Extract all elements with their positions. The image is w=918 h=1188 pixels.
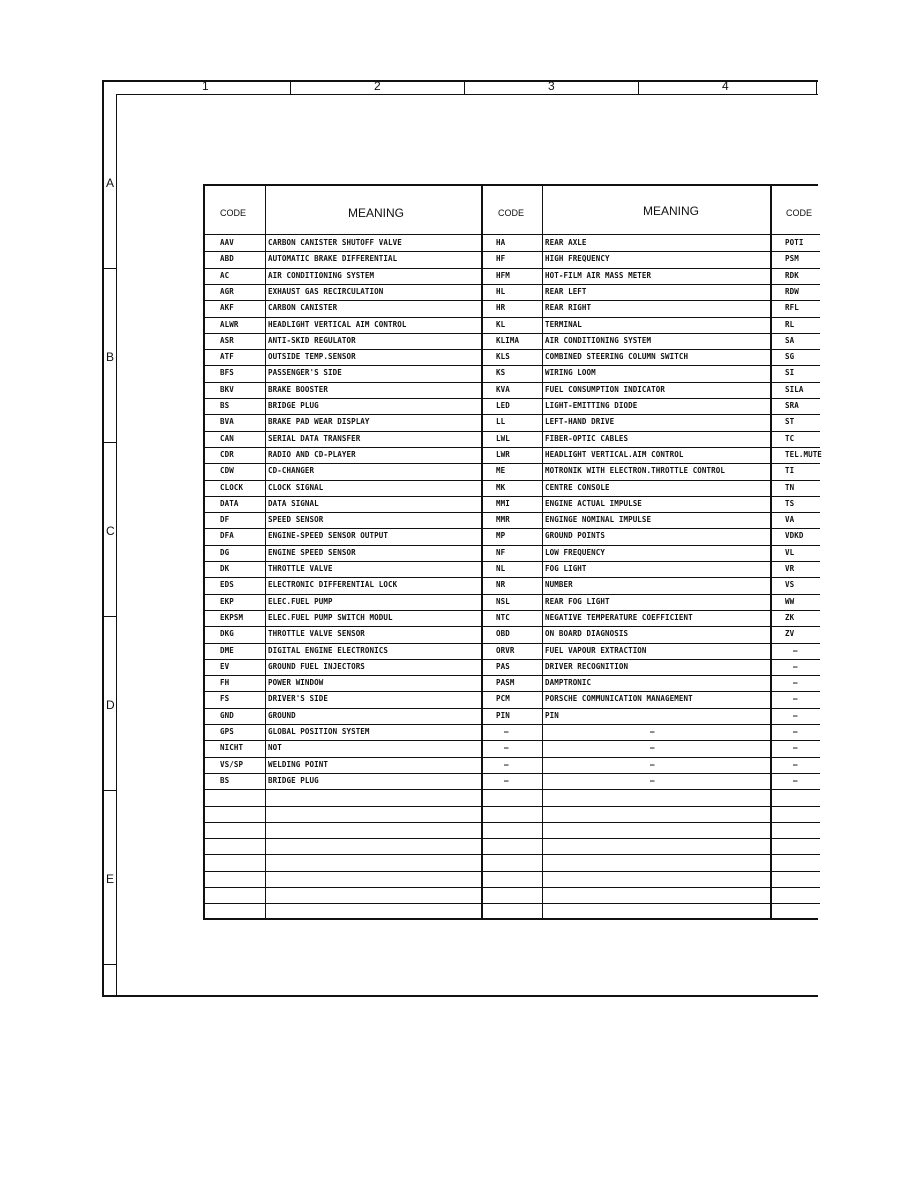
code-cell: HFM [496,270,510,280]
meaning-cell: GROUND FUEL INJECTORS [268,661,365,671]
code-cell: DME [220,645,234,655]
code-cell: SG [785,352,795,362]
code-cell: LED [496,401,510,410]
code-cell: — [793,678,798,688]
code-cell: AGR [220,286,234,296]
code-cell [785,838,830,854]
code-cell: PSM [785,254,799,264]
meaning-cell: GLOBAL POSITION SYSTEM [268,727,370,736]
code-cell: TN [785,482,795,492]
code-cell: — [793,694,798,704]
code-cell [496,903,552,919]
meaning-cell [545,789,781,805]
code-cell: PIN [496,710,510,720]
meaning-cell: LIGHT-EMITTING DIODE [545,401,638,410]
code-cell: SILA [785,384,804,394]
meaning-cell: BRAKE PAD WEAR DISPLAY [268,417,370,427]
code-cell: EKPSM [220,612,244,622]
meaning-cell: NEGATIVE TEMPERATURE COEFFICIENT [545,612,693,622]
code-cell: VDKD [785,531,804,541]
frame-top-border [102,80,818,82]
meaning-cell: CENTRE CONSOLE [545,482,610,492]
code-cell: ALWR [220,319,239,329]
zone-row-label: B [106,350,115,364]
meaning-cell: — [650,759,655,769]
zone-column-label: 3 [548,79,555,93]
code-cell: AC [220,270,230,280]
meaning-cell: DRIVER'S SIDE [268,694,328,704]
frame-bottom-border [102,995,818,997]
meaning-cell: COMBINED STEERING COLUMN SWITCH [545,352,689,362]
header-meaning-2: MEANING [643,204,700,218]
code-cell: EV [220,661,230,671]
meaning-cell: HOT-FILM AIR MASS METER [545,270,652,280]
meaning-cell: ENGINE-SPEED SENSOR OUTPUT [268,531,388,541]
zone-row-label: C [106,524,115,538]
code-cell: WW [785,596,795,606]
code-cell: ASR [220,335,234,345]
zone-tick [290,80,291,94]
meaning-cell: GROUND [268,710,296,720]
code-cell: CLOCK [220,482,244,492]
meaning-cell: THROTTLE VALVE SENSOR [268,629,365,639]
meaning-cell [268,871,492,887]
code-cell: AKF [220,303,234,313]
code-cell [496,789,552,805]
code-cell [785,903,830,919]
zone-column-label: 1 [202,79,209,93]
meaning-cell: NUMBER [545,580,573,590]
code-cell: KLS [496,352,510,362]
code-cell: GND [220,710,234,720]
code-cell: DG [220,547,230,557]
code-cell [220,838,275,854]
code-cell: — [793,775,798,785]
meaning-cell: ENGINGE NOMINAL IMPULSE [545,515,652,525]
meaning-cell: FOG LIGHT [545,564,587,573]
code-cell: MMR [496,515,510,525]
meaning-cell: LOW FREQUENCY [545,547,605,557]
meaning-cell: AIR CONDITIONING SYSTEM [268,270,375,280]
zone-tick [102,964,116,965]
meaning-cell: BRIDGE PLUG [268,775,319,785]
code-cell: BVA [220,417,234,427]
code-cell: — [793,743,798,753]
code-cell: DFA [220,531,234,541]
code-cell: RL [785,319,795,329]
zone-column-label: 4 [722,79,729,93]
code-cell: NSL [496,596,510,606]
meaning-cell: REAR LEFT [545,286,587,296]
code-cell: LWL [496,433,510,443]
meaning-cell: DIGITAL ENGINE ELECTRONICS [268,645,388,655]
code-cell: DF [220,515,230,525]
frame-inner-left-border [116,94,117,997]
code-cell: SRA [785,401,799,410]
code-cell: ZK [785,612,795,622]
code-cell: NICHT [220,743,244,753]
meaning-cell: RADIO AND CD-PLAYER [268,449,356,459]
code-cell: ME [496,466,506,476]
code-cell [785,854,830,870]
meaning-cell: ELEC.FUEL PUMP SWITCH MODUL [268,612,393,622]
meaning-cell: REAR FOG LIGHT [545,596,610,606]
code-cell: MMI [496,498,510,508]
code-cell: BS [220,775,230,785]
code-cell [496,887,552,903]
frame-left-border [102,80,104,997]
code-cell: NL [496,564,506,573]
zone-tick [638,80,639,94]
code-cell: — [504,775,509,785]
code-cell: BKV [220,384,234,394]
meaning-cell: BRAKE BOOSTER [268,384,328,394]
code-cell: NF [496,547,506,557]
code-cell: KVA [496,384,510,394]
code-cell: CDR [220,449,234,459]
code-cell [785,806,830,822]
meaning-cell: TERMINAL [545,319,582,329]
code-cell: ORVR [496,645,515,655]
code-cell: EKP [220,596,234,606]
meaning-cell: WELDING POINT [268,759,328,769]
frame-right-border [816,80,817,94]
meaning-cell: ON BOARD DIAGNOSIS [545,629,629,639]
meaning-cell: AIR CONDITIONING SYSTEM [545,335,652,345]
meaning-cell: DRIVER RECOGNITION [545,661,629,671]
meaning-cell [268,887,492,903]
meaning-cell: ANTI-SKID REGULATOR [268,335,356,345]
meaning-cell: SERIAL DATA TRANSFER [268,433,361,443]
code-cell: AAV [220,238,234,247]
code-cell [496,822,552,838]
meaning-cell: — [650,743,655,753]
code-cell: PCM [496,694,510,704]
meaning-cell [545,822,781,838]
code-cell: HR [496,303,506,313]
frame-inner-top-border [116,94,818,95]
meaning-cell: PIN [545,710,559,720]
meaning-cell: FUEL CONSUMPTION INDICATOR [545,384,665,394]
code-cell [496,838,552,854]
code-cell: TI [785,466,795,476]
meaning-cell [268,806,492,822]
zone-tick [464,80,465,94]
meaning-cell: THROTTLE VALVE [268,564,333,573]
meaning-cell: DATA SIGNAL [268,498,319,508]
code-cell [496,806,552,822]
meaning-cell: EXHAUST GAS RECIRCULATION [268,286,384,296]
code-cell: SA [785,335,795,345]
code-cell: DATA [220,498,239,508]
code-cell: TC [785,433,795,443]
code-cell: — [504,743,509,753]
code-cell [785,871,830,887]
meaning-cell: HEADLIGHT VERTICAL AIM CONTROL [268,319,407,329]
meaning-cell [545,871,781,887]
meaning-cell: BRIDGE PLUG [268,401,319,410]
code-cell: LWR [496,449,510,459]
zone-row-label: A [106,176,115,190]
zone-tick [102,790,116,791]
meaning-cell: CARBON CANISTER SHUTOFF VALVE [268,238,402,247]
meaning-cell: CARBON CANISTER [268,303,338,313]
zone-row-label: E [106,872,115,886]
code-cell: TEL.MUTE [785,449,822,459]
meaning-cell [268,822,492,838]
code-cell: LL [496,417,506,427]
meaning-cell: ELEC.FUEL PUMP [268,596,333,606]
zone-column-label: 2 [374,79,381,93]
meaning-cell: HEADLIGHT VERTICAL.AIM CONTROL [545,449,684,459]
code-cell: POTI [785,238,804,247]
meaning-cell: PORSCHE COMMUNICATION MANAGEMENT [545,694,693,704]
code-cell: BS [220,401,230,410]
code-cell: VA [785,515,795,525]
code-cell: FS [220,694,230,704]
meaning-cell [545,854,781,870]
zone-tick [102,268,116,269]
header-code-2: CODE [498,208,525,218]
header-code-1: CODE [220,208,247,218]
code-cell: KLIMA [496,335,520,345]
code-cell: — [793,727,798,736]
meaning-cell: WIRING LOOM [545,368,596,378]
code-cell [785,789,830,805]
code-cell [785,822,830,838]
code-cell: RDW [785,286,799,296]
zone-row-label: D [106,698,115,712]
code-cell: ZV [785,629,795,639]
meaning-cell: NOT [268,743,282,753]
code-cell: MK [496,482,506,492]
code-cell: EDS [220,580,234,590]
meaning-cell: ELECTRONIC DIFFERENTIAL LOCK [268,580,398,590]
code-cell: OBD [496,629,510,639]
meaning-cell: PASSENGER'S SIDE [268,368,342,378]
code-cell: HF [496,254,506,264]
code-cell: DKG [220,629,234,639]
code-cell: NR [496,580,506,590]
meaning-cell [268,903,492,919]
code-cell: RFL [785,303,799,313]
meaning-cell: — [650,727,655,736]
code-cell [785,887,830,903]
meaning-cell: CLOCK SIGNAL [268,482,324,492]
meaning-cell: REAR RIGHT [545,303,592,313]
code-cell: CAN [220,433,234,443]
meaning-cell: — [650,775,655,785]
code-cell: MP [496,531,506,541]
code-cell [220,903,275,919]
code-cell: — [504,759,509,769]
zone-tick [102,442,116,443]
meaning-cell: DAMPTRONIC [545,678,592,688]
code-cell [220,789,275,805]
code-cell: BFS [220,368,234,378]
code-cell [220,806,275,822]
code-cell [496,854,552,870]
code-cell: KL [496,319,506,329]
code-cell: ATF [220,352,234,362]
code-cell: ST [785,417,795,427]
meaning-cell [545,806,781,822]
zone-tick [102,616,116,617]
code-cell: KS [496,368,506,378]
header-meaning-1: MEANING [348,206,405,220]
code-cell [220,854,275,870]
code-cell: — [504,727,509,736]
meaning-cell: FUEL VAPOUR EXTRACTION [545,645,647,655]
meaning-cell: OUTSIDE TEMP.SENSOR [268,352,356,362]
code-cell: GPS [220,727,234,736]
code-cell: SI [785,368,795,378]
meaning-cell: HIGH FREQUENCY [545,254,610,264]
code-cell: — [793,661,798,671]
meaning-cell: CD-CHANGER [268,466,315,476]
meaning-cell: SPEED SENSOR [268,515,324,525]
abbreviation-table [203,184,822,920]
code-cell: VS/SP [220,759,244,769]
meaning-cell: LEFT-HAND DRIVE [545,417,615,427]
meaning-cell [268,854,492,870]
code-cell [220,871,275,887]
code-cell: FH [220,678,230,688]
meaning-cell: FIBER-OPTIC CABLES [545,433,629,443]
code-cell: PASM [496,678,515,688]
code-cell: CDW [220,466,234,476]
meaning-cell: ENGINE ACTUAL IMPULSE [545,498,642,508]
code-cell: VR [785,564,795,573]
code-cell: NTC [496,612,510,622]
code-cell: — [793,710,798,720]
code-cell [220,887,275,903]
meaning-cell [545,887,781,903]
meaning-cell: REAR AXLE [545,238,587,247]
code-cell: PAS [496,661,510,671]
meaning-cell: POWER WINDOW [268,678,324,688]
code-cell: HA [496,238,506,247]
code-cell: HL [496,286,506,296]
meaning-cell: ENGINE SPEED SENSOR [268,547,356,557]
code-cell: VL [785,547,795,557]
code-cell: — [793,759,798,769]
code-cell: RDK [785,270,799,280]
code-cell: ABD [220,254,234,264]
meaning-cell: AUTOMATIC BRAKE DIFFERENTIAL [268,254,398,264]
header-code-3: CODE [786,208,813,218]
code-cell: DK [220,564,230,573]
code-cell: — [793,645,798,655]
meaning-cell [268,789,492,805]
meaning-cell [545,903,781,919]
code-cell [496,871,552,887]
code-cell: VS [785,580,795,590]
code-cell [220,822,275,838]
code-cell: TS [785,498,795,508]
meaning-cell [268,838,492,854]
meaning-cell [545,838,781,854]
meaning-cell: GROUND POINTS [545,531,605,541]
meaning-cell: MOTRONIK WITH ELECTRON.THROTTLE CONTROL [545,466,725,476]
